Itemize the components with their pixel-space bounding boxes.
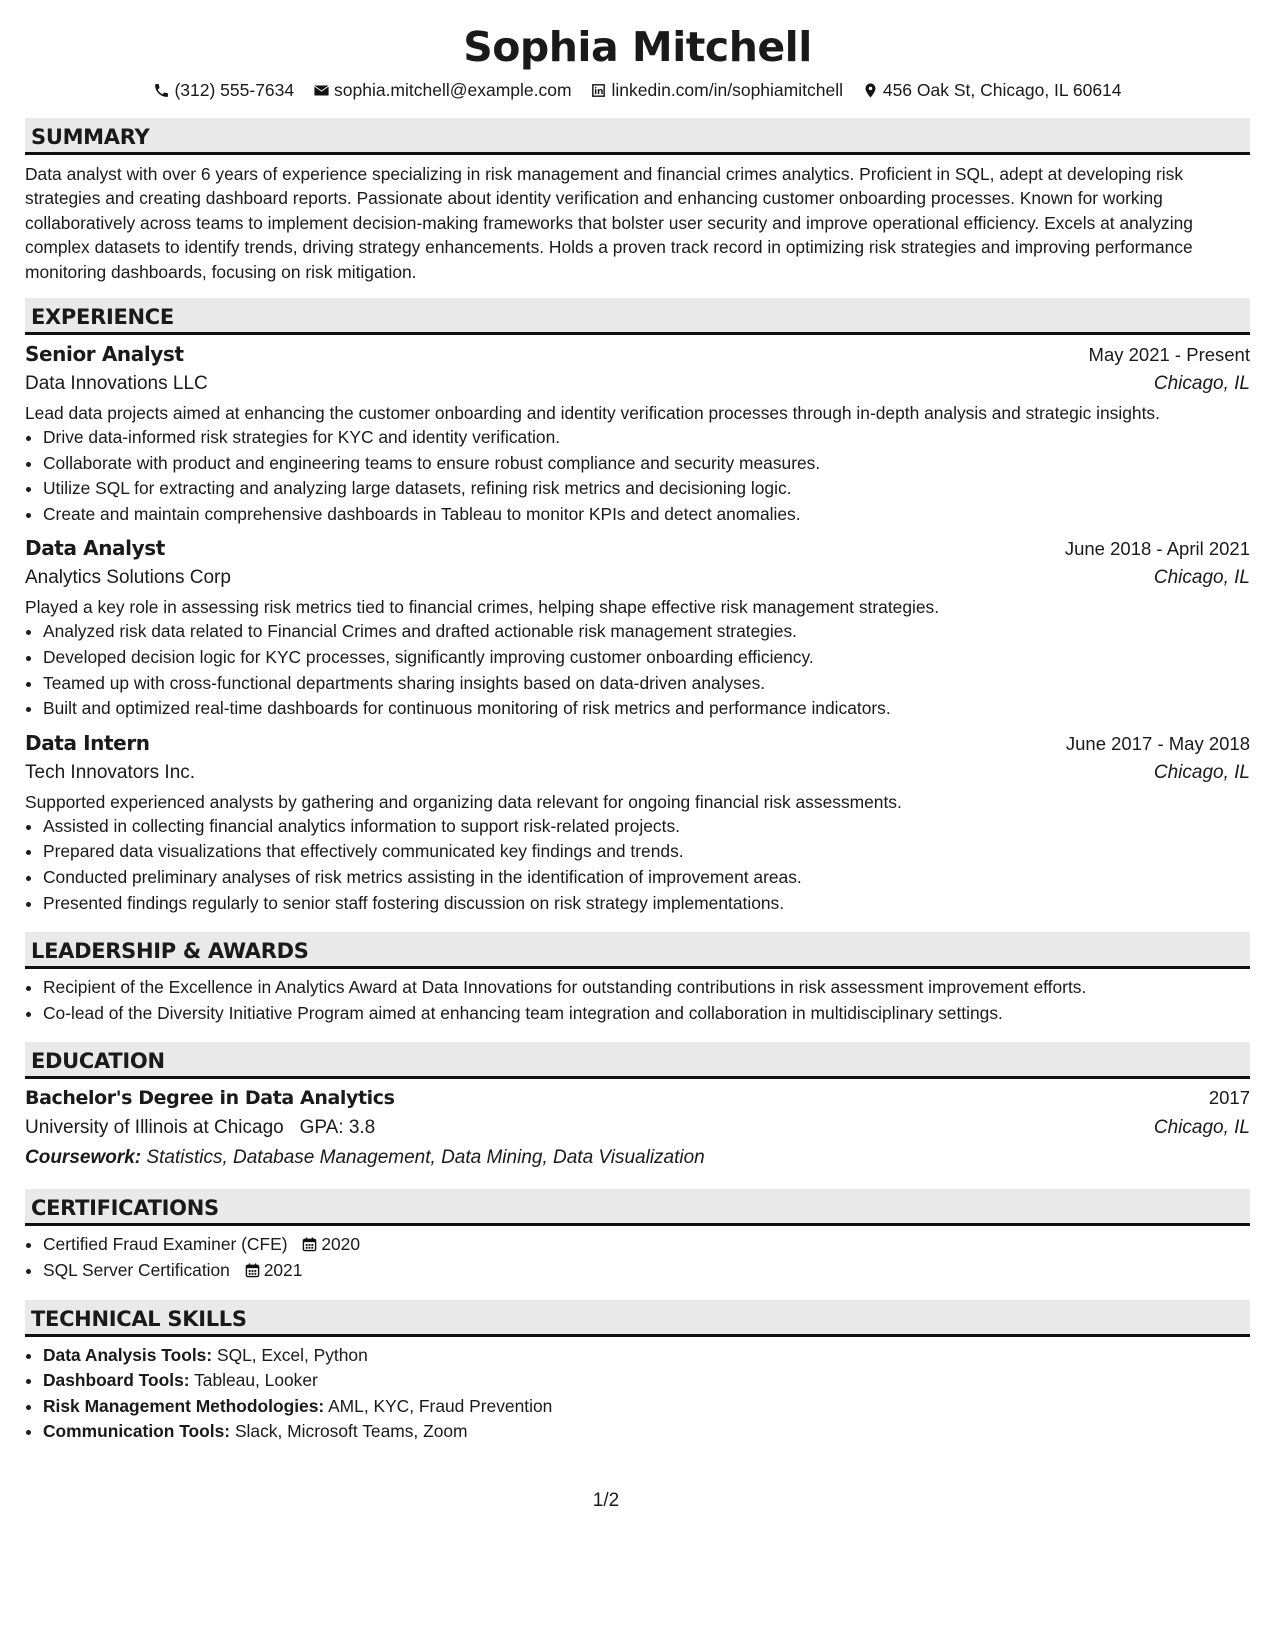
skill-value: Slack, Microsoft Teams, Zoom [234, 1421, 468, 1442]
list-item: • Analyzed risk data related to Financial Crimes and drafted actionable risk management strategies. [43, 619, 1250, 645]
linkedin-icon [590, 82, 607, 99]
job-company: Analytics Solutions Corp [25, 567, 231, 589]
calendar-icon [245, 1263, 260, 1278]
job-location: Chicago, IL [1153, 761, 1250, 783]
job-bullets [25, 814, 1250, 916]
degree-title: Bachelor's Degree in Data Analytics [25, 1087, 395, 1110]
phone-icon [153, 82, 170, 99]
contact-address [862, 76, 1122, 104]
job-company: Data Innovations LLC [25, 373, 208, 395]
section-heading: EXPERIENCE [25, 298, 1250, 335]
cert-year: 2020 [321, 1234, 361, 1255]
section-heading: EDUCATION [25, 1042, 1250, 1079]
leadership-section [25, 932, 1250, 1026]
job-company: Tech Innovators Inc. [25, 761, 196, 783]
skills-list [25, 1343, 1250, 1445]
page-indicator: 1/2 [592, 1490, 620, 1511]
job-dates: June 2017 - May 2018 [1065, 732, 1250, 754]
contact-bar [25, 76, 1250, 104]
job-location: Chicago, IL [1153, 373, 1250, 395]
candidate-name: Sophia Mitchell [463, 23, 812, 71]
section-heading: TECHNICAL SKILLS [25, 1300, 1250, 1337]
envelope-icon [313, 82, 330, 99]
list-item [43, 1343, 1250, 1369]
skill-label: Communication Tools: [43, 1421, 231, 1442]
job-description: Played a key role in assessing risk metrics tied to financial crimes, helping shape effective risk management strategies. [25, 597, 940, 618]
job-dates: May 2021 - Present [1088, 344, 1250, 366]
summary-text: Data analyst with over 6 years of experience specializing in risk management and financial crimes analytics. Proficient in SQL, adept at developing risk strategies and creating dashboard reports. Passionate about identity verification and enhancing customer onboarding processes. Known for working collaboratively across teams to implement decision-making frameworks that bolster user security and improve operational efficiency. Excels at analyzing complex datasets to identify trends, driving strategy enhancements. Holds a proven track record in optimizing risk strategies and improving performance monitoring dashboards, focusing on risk mitigation. [25, 164, 1193, 282]
school-location: Chicago, IL [1153, 1117, 1250, 1139]
list-item: • Co-lead of the Diversity Initiative Program aimed at enhancing team integration and collaboration in multidisciplinary settings. [43, 1001, 1250, 1027]
list-item [43, 1394, 1250, 1420]
list-item: • Developed decision logic for KYC processes, significantly improving customer onboarding efficiency. [43, 645, 1250, 671]
summary-section [25, 118, 1250, 284]
leadership-list [25, 975, 1250, 1026]
list-item: • Utilize SQL for extracting and analyzing large datasets, refining risk metrics and decisioning logic. [43, 476, 1250, 502]
certifications-list [25, 1232, 1250, 1283]
contact-linkedin[interactable] [590, 76, 843, 104]
certifications-section [25, 1189, 1250, 1283]
skill-value: SQL, Excel, Python [216, 1344, 368, 1365]
coursework-list: Statistics, Database Management, Data Mining, Data Visualization [146, 1147, 705, 1169]
job-location: Chicago, IL [1153, 567, 1250, 589]
education-section [25, 1042, 1250, 1173]
gpa: GPA: 3.8 [299, 1117, 376, 1139]
list-item: • Built and optimized real-time dashboards for continuous monitoring of risk metrics and performance indicators. [43, 696, 1250, 722]
list-item: • Presented findings regularly to senior staff fostering discussion on risk strategy implementations. [43, 891, 1250, 917]
skill-label: Dashboard Tools: [43, 1370, 190, 1391]
job-title: Data Intern [25, 730, 150, 755]
skill-value: AML, KYC, Fraud Prevention [328, 1395, 553, 1416]
list-item: • Drive data-informed risk strategies for KYC and identity verification. [43, 425, 1250, 451]
section-heading: CERTIFICATIONS [25, 1189, 1250, 1226]
address-text: 456 Oak St, Chicago, IL 60614 [882, 80, 1122, 100]
map-pin-icon [862, 82, 879, 99]
job-entry [25, 728, 1250, 916]
skill-label: Data Analysis Tools: [43, 1344, 213, 1365]
list-item: • Collaborate with product and engineering teams to ensure robust compliance and security measures. [43, 451, 1250, 477]
section-heading: LEADERSHIP & AWARDS [25, 932, 1250, 969]
job-entry [25, 339, 1250, 527]
job-description: Supported experienced analysts by gathering and organizing data relevant for ongoing financial risk assessments. [25, 791, 902, 812]
contact-email[interactable] [313, 76, 572, 104]
resume-page [25, 0, 1250, 1445]
list-item [43, 1232, 1250, 1258]
coursework [25, 1143, 1250, 1173]
coursework-label: Coursework: [25, 1147, 142, 1169]
list-item: • Assisted in collecting financial analytics information to support risk-related projects. [43, 814, 1250, 840]
job-bullets [25, 619, 1250, 721]
education-entry [25, 1083, 1250, 1173]
job-bullets [25, 425, 1250, 527]
job-dates: June 2018 - April 2021 [1064, 538, 1250, 560]
skill-label: Risk Management Methodologies: [43, 1395, 325, 1416]
list-item: • Prepared data visualizations that effectively communicated key findings and trends. [43, 839, 1250, 865]
calendar-icon [302, 1237, 317, 1252]
job-title: Data Analyst [25, 536, 165, 561]
job-entry [25, 533, 1250, 721]
cert-name: Certified Fraud Examiner (CFE) [43, 1234, 288, 1255]
list-item: • Recipient of the Excellence in Analytics Award at Data Innovations for outstanding contributions in risk assessment improvement efforts. [43, 975, 1250, 1001]
experience-section [25, 298, 1250, 916]
job-title: Senior Analyst [25, 342, 184, 367]
linkedin-text: linkedin.com/in/sophiamitchell [611, 80, 843, 100]
list-item: • Teamed up with cross-functional departments sharing insights based on data-driven analyses. [43, 671, 1250, 697]
cert-name: SQL Server Certification [43, 1259, 230, 1280]
phone-text: (312) 555-7634 [174, 80, 295, 100]
skills-section [25, 1300, 1250, 1445]
cert-year: 2021 [263, 1259, 303, 1280]
email-text: sophia.mitchell@example.com [334, 80, 572, 100]
contact-phone[interactable] [153, 76, 294, 104]
school-name: University of Illinois at Chicago [25, 1117, 284, 1139]
list-item: • Conducted preliminary analyses of risk metrics assisting in the identification of improvement areas. [43, 865, 1250, 891]
graduation-year: 2017 [1208, 1087, 1250, 1109]
section-heading: SUMMARY [25, 118, 1250, 155]
list-item [43, 1368, 1250, 1394]
job-description: Lead data projects aimed at enhancing the customer onboarding and identity verification processes through in-depth analysis and strategic insights. [25, 403, 1160, 424]
list-item [43, 1258, 1250, 1284]
list-item: • Create and maintain comprehensive dashboards in Tableau to monitor KPIs and detect anomalies. [43, 502, 1250, 528]
list-item [43, 1419, 1250, 1445]
skill-value: Tableau, Looker [194, 1370, 318, 1391]
